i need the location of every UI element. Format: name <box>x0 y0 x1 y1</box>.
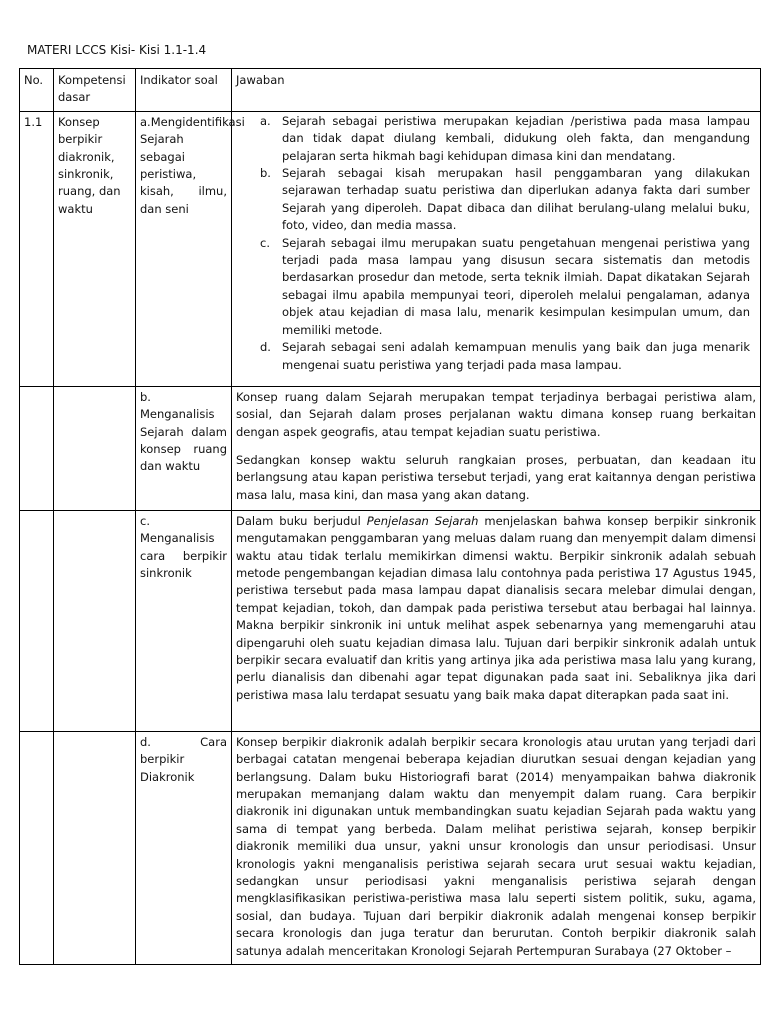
list-item <box>260 235 750 339</box>
paragraph-sinkronik <box>236 513 756 704</box>
table-row <box>20 111 761 386</box>
paragraph-konsep-waktu: Sedangkan konsep waktu seluruh rangkaian proses, perbuatan, dan keadaan itu berlangsung atau kapan peristiwa tersebut terjadi, yang erat kaitannya dengan peristiwa masa lalu, masa kini, dan masa yang akan datang. <box>236 453 756 502</box>
cell-kompetensi <box>54 386 136 510</box>
cell-indikator: d. Cara berpikir Diakronik <box>136 731 232 964</box>
cell-no: 1.1 <box>20 111 54 386</box>
table-row <box>20 386 761 510</box>
list-marker: b. <box>260 166 271 181</box>
jawaban-list <box>236 113 756 374</box>
table-row <box>20 731 761 964</box>
book-title: Penjelasan Sejarah <box>366 513 479 528</box>
table-row <box>20 510 761 731</box>
header-indikator: Indikator soal <box>136 69 232 112</box>
list-marker: a. <box>260 113 271 128</box>
cell-no <box>20 386 54 510</box>
list-item-text: Sejarah sebagai peristiwa merupakan kejadian /peristiwa pada masa lampau dan tidak dapat diulang kembali, didukung oleh fakta, dan mengandung pelajaran serta hikmah bagi kehidupan dimasa kini dan mendatang. <box>282 113 750 163</box>
list-marker: c. <box>260 235 270 250</box>
paragraph-diakronik: Konsep berpikir diakronik adalah berpikir secara kronologis atau urutan yang terjadi dari berbagai catatan mengenai beberapa kejadian diurutkan sesuai dengan kejadian yang berlangsung. Dalam buku Historiografi barat (2014) menyampaikan bahwa diakronik merupakan memanjang dalam waktu dan menyempit dalam ruang. Cara berpikir diakronik ini digunakan untuk membandingkan suatu kejadian Sejarah pada waktu yang sama di tempat yang berbeda. Dalam melihat peristiwa sejarah, konsep berpikir diakronik memiliki dua unsur, yakni unsur kronologis dan unsur periodisasi. Unsur kronologis yakni menganalisis peristiwa sejarah secara urut sesuai waktu kejadian, sedangkan unsur periodisasi yakni menganalisis peristiwa sejarah dengan mengklasifikasikan peristiwa-peristiwa masa lalu seperti sistem politik, suku, agama, sosial, dan budaya. Tujuan dari berpikir diakronik adalah mengenai konsep berpikir secara kronologis dan juga teratur dan berurutan. Contoh berpikir diakronik salah satunya adalah menceritakan Kronologi Sejarah Pertempuran Surabaya (27 Oktober – <box>236 734 756 958</box>
header-no: No. <box>20 69 54 112</box>
list-item <box>260 165 750 235</box>
table-header-row <box>20 69 761 112</box>
list-item <box>260 339 750 374</box>
header-jawaban: Jawaban <box>232 69 761 112</box>
cell-no <box>20 731 54 964</box>
cell-indikator: b. Menganalisis Sejarah dalam konsep ruang dan waktu <box>136 386 232 510</box>
cell-jawaban <box>232 386 761 510</box>
cell-jawaban <box>232 111 761 386</box>
list-item-text: Sejarah sebagai kisah merupakan hasil penggambaran yang dilakukan sejarawan terhadap suatu peristiwa dan diperlukan adanya fakta dari sumber Sejarah yang diperoleh. Dapat dibaca dan dilihat berulang-ulang melalui buku, foto, video, dan media massa. <box>282 166 750 233</box>
cell-no <box>20 510 54 731</box>
text-segment: menjelaskan bahwa konsep berpikir sinkronik mengutamakan penggambaran yang meluas dalam ruang dan menyempit dalam dimensi waktu atau tidak terlalu memikirkan dimensi waktu. Berpikir sinkronik adalah sebuah metode pengembangan kejadian dimasa lalu contohnya pada peristiwa 17 Agustus 1945, peristiwa tersebut pada masa lampau dapat dianalisis secara melebar dimulai dengan, tempat kejadian, tokoh, dan dampak pada peristiwa tersebut atau berbagai hal lainnya. Makna berpikir sinkronik ini untuk melihat aspek sebenarnya yang memengaruhi atau dipengaruhi oleh suatu kejadian dimasa lalu. Tujuan dari berpikir sinkronik adalah untuk berpikir secara evaluatif dan kritis yang artinya jika ada peristiwa masa lalu yang kurang, perlu dianalisis dan dibenahi agar tepat digunakan pada saat ini. Sebaliknya jika dari peristiwa masa lalu terdapat sesuatu yang baik maka dapat diterapkan pada saat ini. <box>236 513 756 702</box>
cell-jawaban <box>232 510 761 731</box>
paragraph-konsep-ruang: Konsep ruang dalam Sejarah merupakan tempat terjadinya berbagai peristiwa alam, sosial, dan Sejarah dalam proses perjalanan waktu dimana konsep ruang berkaitan dengan aspek geografis, atau tempat kejadian suatu peristiwa. <box>236 389 756 439</box>
cell-kompetensi <box>54 731 136 964</box>
header-kompetensi: Kompetensi dasar <box>54 69 136 112</box>
list-item <box>260 113 750 165</box>
list-item-text: Sejarah sebagai ilmu merupakan suatu pengetahuan mengenai peristiwa yang terjadi pada masa lampau yang disusun secara sistematis dan metodis berdasarkan prosedur dan metode, serta teknik ilmiah. Dapat dikatakan Sejarah sebagai ilmu apabila mempunyai teori, diperoleh melalui pengalaman, adanya objek atau kejadian di masa lalu, menarik kesimpulan kesimpulan umum, dan memiliki metode. <box>282 235 750 337</box>
cell-jawaban <box>232 731 761 964</box>
cell-kompetensi <box>54 510 136 731</box>
cell-indikator: c. Menganalisis cara berpikir sinkronik <box>136 510 232 731</box>
cell-indikator: a.Mengidentifikasi Sejarah sebagai peristiwa, kisah, ilmu, dan seni <box>136 111 232 386</box>
kisi-kisi-table <box>19 68 761 965</box>
list-item-text: Sejarah sebagai seni adalah kemampuan menulis yang baik dan juga menarik mengenai suatu peristiwa yang terjadi pada masa lampau. <box>282 340 750 372</box>
cell-kompetensi: Konsep berpikir diakronik, sinkronik, ruang, dan waktu <box>54 111 136 386</box>
text-segment: Dalam buku berjudul <box>236 513 367 528</box>
document-title: MATERI LCCS Kisi- Kisi 1.1-1.4 <box>27 43 207 57</box>
list-marker: d. <box>260 340 271 355</box>
